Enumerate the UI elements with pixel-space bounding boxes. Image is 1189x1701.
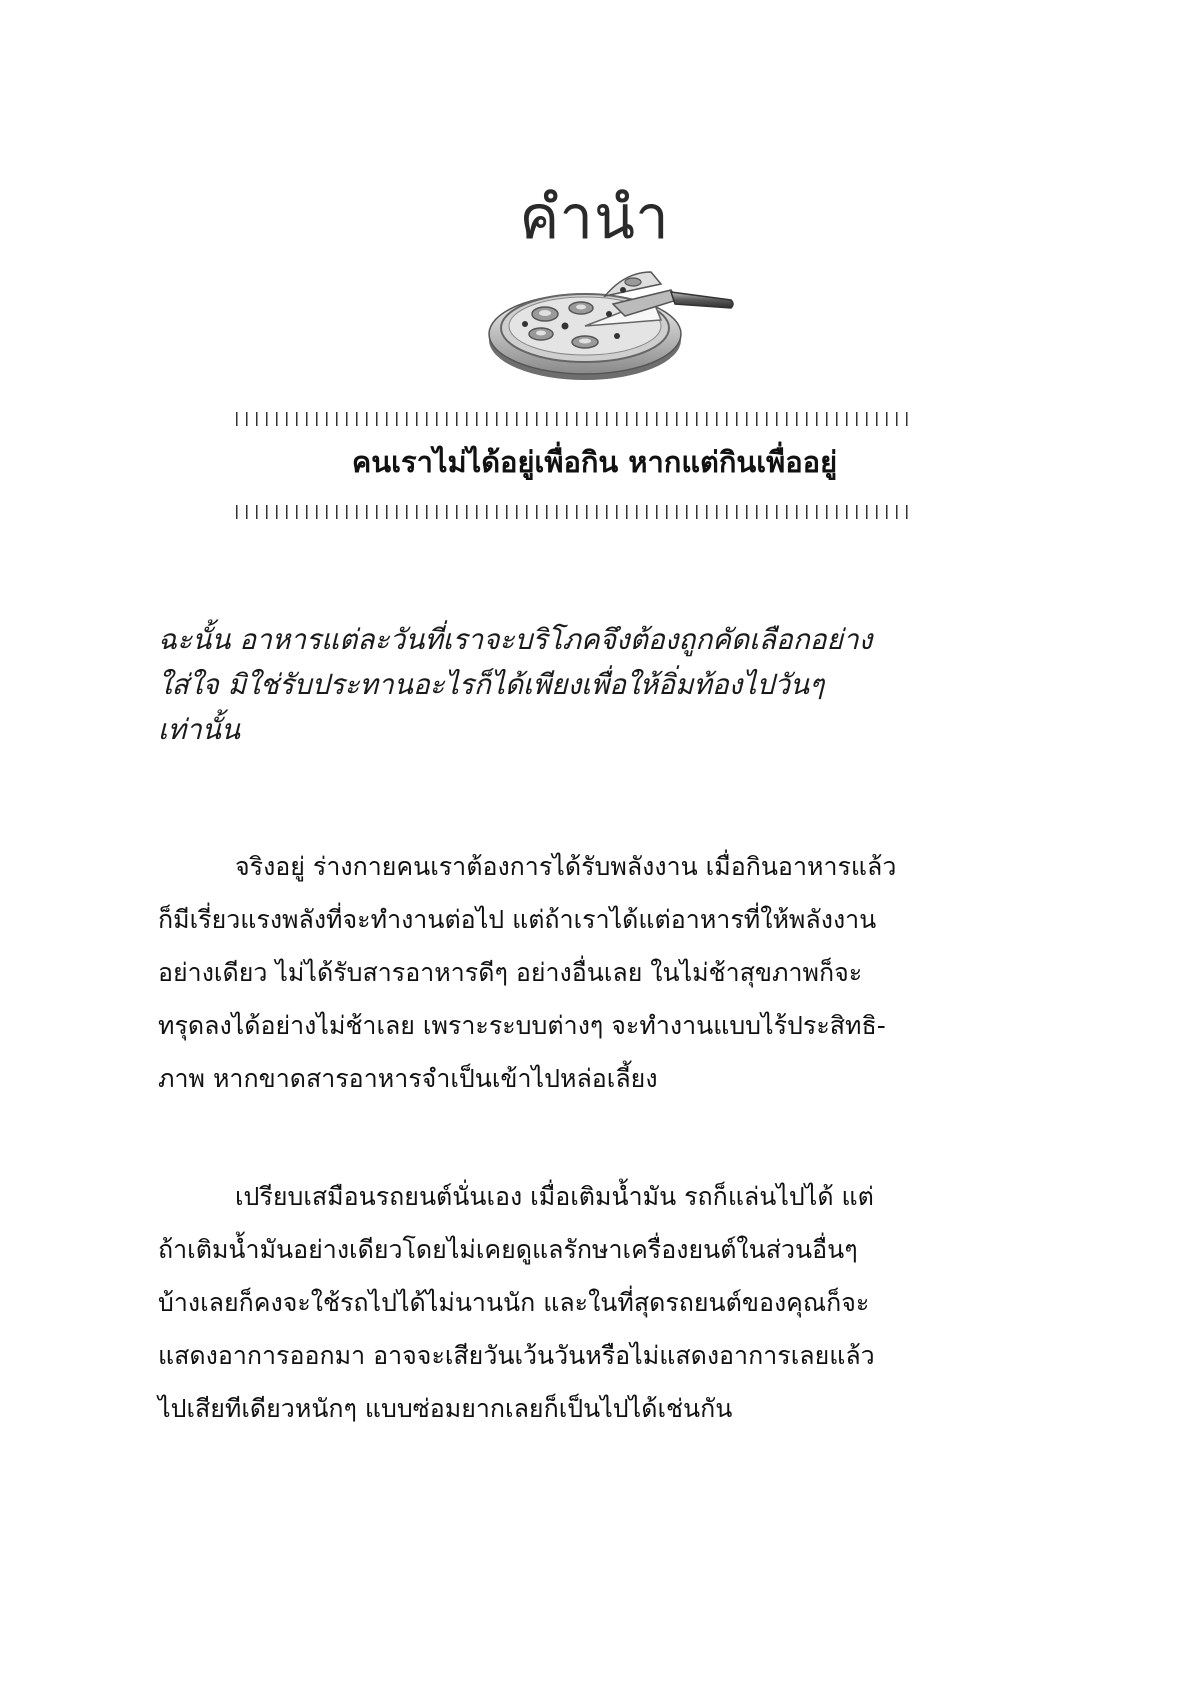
paragraph-line: ทรุดลงได้อย่างไม่ช้าเลย เพราะระบบต่างๆ จะทำงานแบบไร้ประสิทธิ- [158,1011,886,1040]
intro-paragraph [158,617,988,752]
body-paragraph-2 [158,1170,988,1435]
page-title: คำนำ [519,183,670,253]
decorative-tick-rule-bottom [236,505,912,519]
decorative-tick-rule-top [236,412,912,426]
motto-quote: คนเราไม่ได้อยู่เพื่อกิน หากแต่กินเพื่ออยู่ [351,445,838,479]
paragraph-line: เปรียบเสมือนรถยนต์นั่นเอง เมื่อเติมน้ำมัน รถก็แล่นไปได้ แต่ [235,1182,874,1211]
paragraph-line: ไปเสียทีเดียวหนักๆ แบบซ่อมยากเลยก็เป็นไปได้เช่นกัน [158,1394,733,1423]
body-paragraph-1 [158,840,988,1105]
intro-line: ใส่ใจ มิใช่รับประทานอะไรก็ได้เพียงเพื่อให้อิ่มท้องไปวันๆ [158,668,825,701]
paragraph-line: แสดงอาการออกมา อาจจะเสียวันเว้นวันหรือไม่แสดงอาการเลยแล้ว [158,1341,875,1370]
pizza-with-server-icon [485,270,735,382]
intro-line: เท่านั้น [158,713,241,746]
paragraph-line: จริงอยู่ ร่างกายคนเราต้องการได้รับพลังงาน เมื่อกินอาหารแล้ว [235,852,897,881]
paragraph-line: บ้างเลยก็คงจะใช้รถไปได้ไม่นานนัก และในที่สุดรถยนต์ของคุณก็จะ [158,1288,870,1317]
paragraph-line: ภาพ หากขาดสารอาหารจำเป็นเข้าไปหล่อเลี้ยง [158,1064,658,1093]
intro-line: ฉะนั้น อาหารแต่ละวันที่เราจะบริโภคจึงต้องถูกคัดเลือกอย่าง [158,623,873,656]
paragraph-line: ก็มีเรี่ยวแรงพลังที่จะทำงานต่อไป แต่ถ้าเราได้แต่อาหารที่ให้พลังงาน [158,905,877,934]
paragraph-line: ถ้าเติมน้ำมันอย่างเดียวโดยไม่เคยดูแลรักษาเครื่องยนต์ในส่วนอื่นๆ [158,1235,858,1264]
paragraph-line: อย่างเดียว ไม่ได้รับสารอาหารดีๆ อย่างอื่นเลย ในไม่ช้าสุขภาพก็จะ [158,958,863,987]
